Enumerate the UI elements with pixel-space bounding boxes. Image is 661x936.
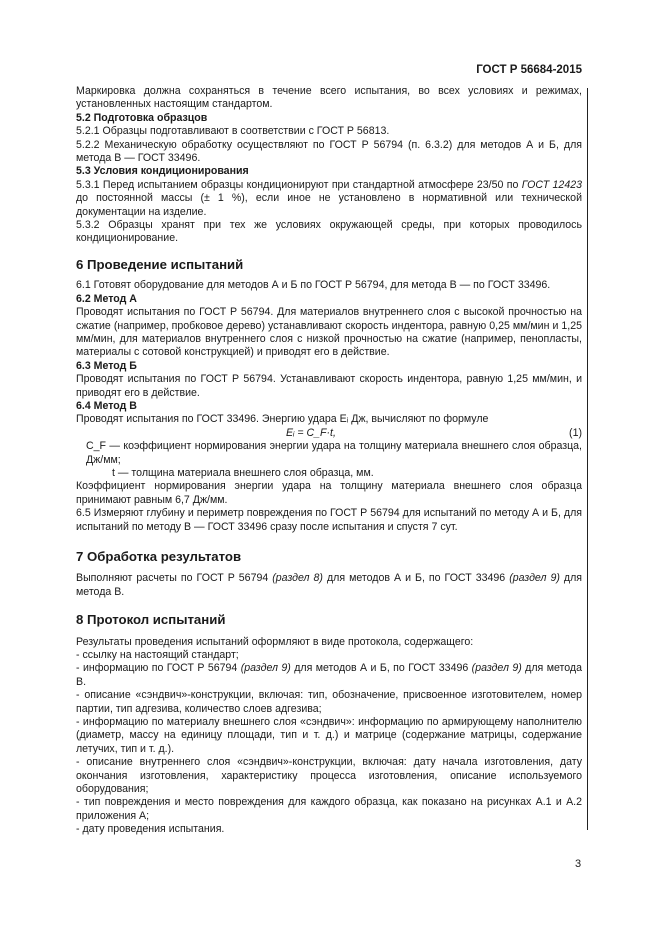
- where-line: t — толщина материала внешнего слоя образца, мм.: [112, 466, 374, 479]
- section-heading-6-4: 6.4 Метод В: [76, 399, 137, 412]
- list-item: - ссылку на настоящий стандарт;: [76, 649, 239, 662]
- section-title-7: 7 Обработка результатов: [76, 548, 242, 564]
- list-item: - тип повреждения и место повреждения для каждого образца, как показано на рисунках А.1 и А.2 приложения А;: [76, 796, 582, 822]
- section-heading-6-2: 6.2 Метод А: [76, 292, 137, 305]
- section-title-8: 8 Протокол испытаний: [76, 612, 226, 628]
- formula-line: [76, 427, 582, 440]
- paragraph: Проводят испытания по ГОСТ Р 56794. Для материалов внутреннего слоя с высокой прочностью на сжатие (например, пробковое дерево) устанавливают скорость индентора, равную 0,25 мм/мин и 1,25 мм/мин, для материалов внутреннего слоя с низкой прочностью на сжатие (например, пенопласты, материалы с сотовой конструкцией) и приводят его в действие.: [76, 306, 582, 359]
- paragraph: Маркировка должна сохраняться в течение всего испытания, во всех условиях и режимах, установленных настоящим стандартом.: [76, 85, 582, 111]
- paragraph: Выполняют расчеты по ГОСТ Р 56794 (раздел 8) для методов А и Б, по ГОСТ 33496 (раздел 9) для метода В.: [76, 572, 582, 598]
- document-body: [76, 85, 582, 837]
- list-item: - информацию по материалу внешнего слоя «сэндвич»: информацию по армирующему наполнителю (диаметр, массу на единицу площади, тип и т. д.) и матрице (содержание матрицы, содержание летучих, тип и т. д.).: [76, 716, 582, 755]
- section-heading-5-3: 5.3 Условия кондиционирования: [76, 165, 249, 178]
- list-item: - описание «сэндвич»-конструкции, включая: тип, обозначение, присвоенное изготовителем, номер партии, тип адгезива, количество слоев адгезива;: [76, 689, 582, 715]
- list-item: - описание внутреннего слоя «сэндвич»-конструкции, включая: дату начала изготовления, дату окончания изготовления, характеристику процесса изготовления, описание используемого оборудования;: [76, 756, 582, 796]
- paragraph: 5.2.1 Образцы подготавливают в соответствии с ГОСТ Р 56813.: [76, 125, 390, 138]
- document-header: ГОСТ Р 56684-2015: [476, 64, 582, 76]
- paragraph: 5.2.2 Механическую обработку осуществляют по ГОСТ Р 56794 (п. 6.3.2) для методов А и Б, для метода В — ГОСТ 33496.: [76, 138, 582, 165]
- list-item: - информацию по ГОСТ Р 56794 (раздел 9) для методов А и Б, по ГОСТ 33496 (раздел 9) для метода В.: [76, 662, 582, 688]
- paragraph: Проводят испытания по ГОСТ 33496. Энергию удара Eᵢ Дж, вычисляют по формуле: [76, 413, 489, 426]
- paragraph: 6.5 Измеряют глубину и периметр повреждения по ГОСТ Р 56794 для испытаний по методу А и Б, для испытаний по методу В — ГОСТ 33496 сразу после испытания и спустя 7 сут.: [76, 507, 582, 533]
- section-heading-6-3: 6.3 Метод Б: [76, 359, 137, 372]
- paragraph: 6.1 Готовят оборудование для методов А и Б по ГОСТ Р 56794, для метода В — по ГОСТ 33496.: [76, 279, 551, 292]
- formula-number: (1): [569, 426, 582, 439]
- paragraph: Результаты проведения испытаний оформляют в виде протокола, содержащего:: [76, 635, 474, 648]
- list-item: - дату проведения испытания.: [76, 823, 225, 836]
- paragraph: Проводят испытания по ГОСТ Р 56794. Устанавливают скорость индентора, равную 1,25 мм/мин, и приводят его в действие.: [76, 373, 582, 399]
- page-number: 3: [575, 858, 582, 870]
- section-heading-5-2: 5.2 Подготовка образцов: [76, 111, 208, 124]
- where-line: C_F — коэффициент нормирования энергии удара на толщину материала внешнего слоя образца, Дж/мм;: [86, 440, 582, 466]
- section-title-6: 6 Проведение испытаний: [76, 256, 244, 272]
- margin-rule: [587, 88, 588, 830]
- paragraph: 5.3.1 Перед испытанием образцы кондиционируют при стандартной атмосфере 23/50 по ГОСТ 12423 до постоянной массы (± 1 %), если иное не установлено в нормативной или технической документации на изделие.: [76, 178, 582, 218]
- formula: Eᵢ = C_F·t,: [286, 426, 336, 439]
- paragraph: 5.3.2 Образцы хранят при тех же условиях окружающей среды, при которых проводилось кондиционирование.: [76, 219, 582, 245]
- paragraph: Коэффициент нормирования энергии удара на толщину материала внешнего слоя образца принимают равным 6,7 Дж/мм.: [76, 480, 582, 506]
